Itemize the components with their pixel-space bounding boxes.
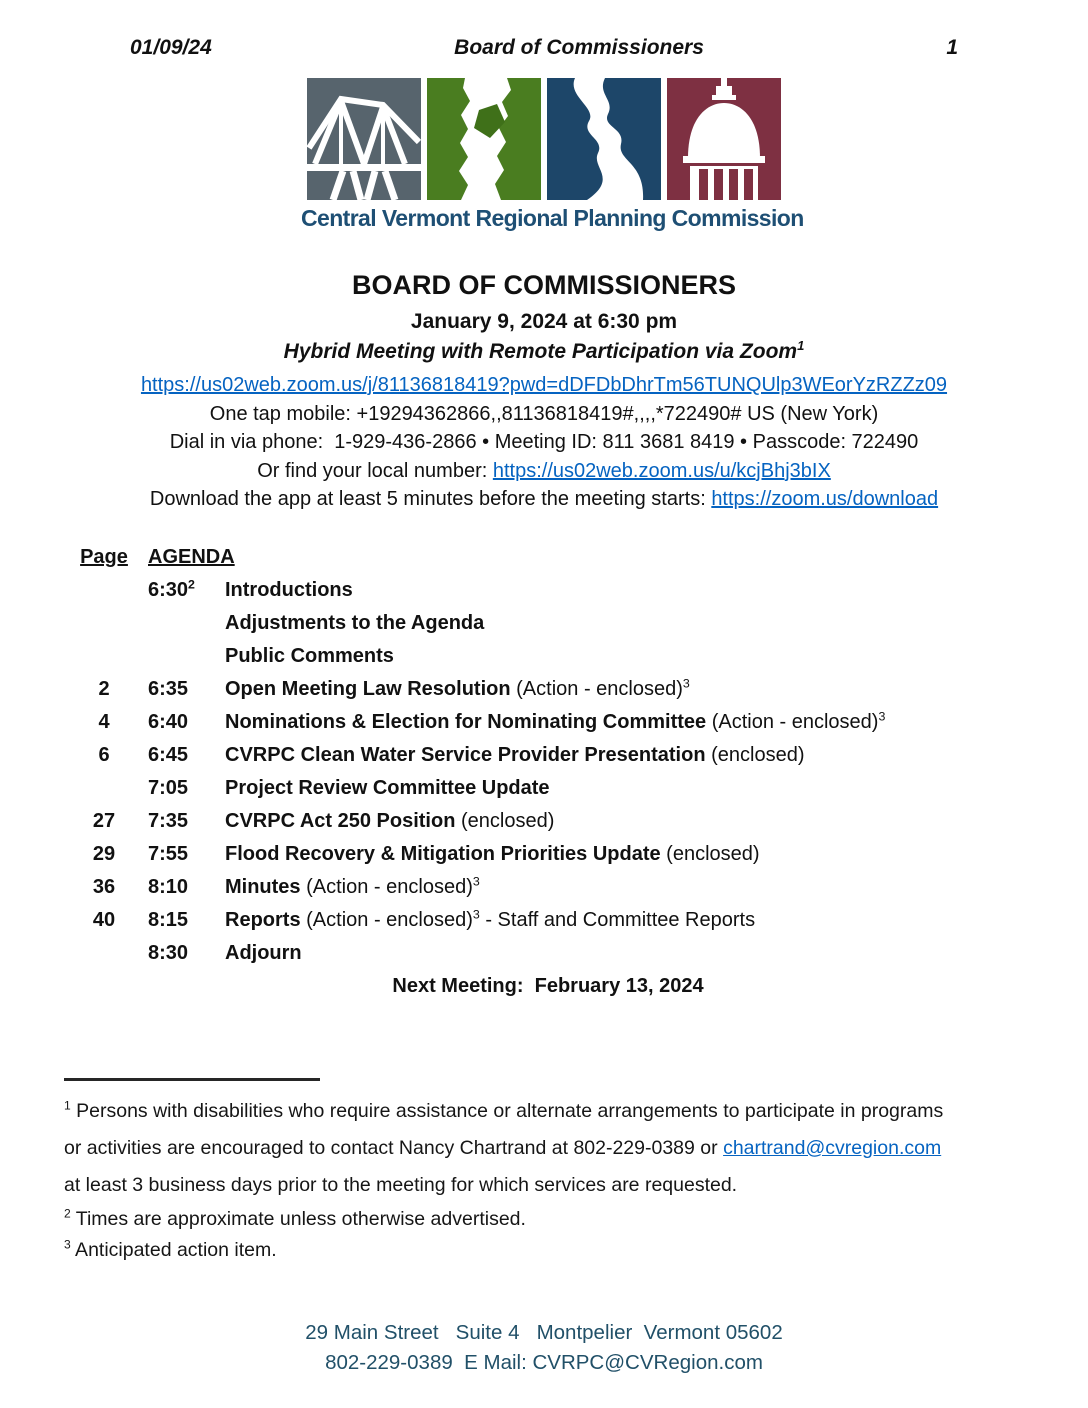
page-footer [0, 1318, 1088, 1378]
footnote-3: $^3$ Anticipated action item. [64, 1237, 277, 1261]
footnote-ref-3: 3 [682, 676, 690, 691]
org-name: Central Vermont Regional Planning Commission [301, 205, 804, 231]
agenda-row: Adjustments to the Agenda [225, 612, 485, 634]
agenda-row: 27 7:35 CVRPC Act 250 Position (enclosed) [92, 810, 555, 832]
one-tap-mobile-line: One tap mobile: +19294362866,,81136818419#,,,,*722490# US (New York) [209, 402, 879, 425]
agenda-row: 6 6:45 CVRPC Clean Water Service Provider Presentation (enclosed) [98, 744, 805, 766]
meeting-title-block [0, 270, 1088, 364]
agenda-header-row [78, 541, 1018, 574]
page-running-header [130, 36, 958, 60]
agenda-row: $6:30^2$ Introductions [148, 577, 353, 601]
header-title: Board of Commissioners [454, 36, 704, 59]
footnote-2: $^2$ Times are approximate unless otherwise advertised. [64, 1206, 526, 1230]
footnote-ref-3: 3 [472, 874, 480, 889]
footnote-separator [64, 1078, 320, 1081]
zoom-download-link[interactable]: https://zoom.us/download [711, 488, 939, 510]
header-page-number: 1 [946, 36, 958, 59]
local-number-link[interactable]: https://us02web.zoom.us/u/kcjBhj3bIX [492, 459, 831, 482]
agenda-row: 40 8:15 Reports (Action - enclosed)$^3$ - Staff and Committee Reports [92, 907, 756, 931]
agenda-column-header: AGENDA [148, 546, 235, 568]
agenda-row: 2 6:35 Open Meeting Law Resolution (Action - enclosed)$^3$ [98, 676, 690, 700]
header-date: 01/09/24 [130, 36, 212, 59]
local-number-line: Or find your local number: https://us02web.zoom.us/u/kcjBhj3bIX [257, 459, 831, 482]
footnote-1: $^1$ Persons with disabilities who require assistance or alternate arrangements to participate in programs or activities are encouraged to contact Nancy Chartrand at 802-229-0389 or chartrand@cvregion.com at least 3 business days prior to the meeting for which services are requested. [64, 1098, 949, 1196]
footnotes-section [64, 1078, 952, 1265]
dial-in-line: Dial in via phone: 1-929-436-2866 • Meeting ID: 811 3681 8419 • Passcode: 722490 [169, 431, 919, 453]
meeting-subtitle: Hybrid Meeting with Remote Participation via Zoom$^1$ [283, 338, 805, 363]
logo-tiles [301, 78, 787, 200]
footnote-ref-1: 1 [797, 338, 805, 353]
footnote-ref-3: 3 [878, 709, 886, 724]
agenda-row: 4 6:40 Nominations & Election for Nominating Committee (Action - enclosed)$^3$ [98, 709, 886, 733]
meeting-title: BOARD OF COMMISSIONERS [351, 270, 736, 300]
agenda-row: Public Comments [225, 645, 394, 667]
agenda-section [78, 541, 1018, 1003]
agenda-row: 36 8:10 Minutes (Action - enclosed)$^3$ [92, 874, 480, 898]
bridge-icon [307, 78, 421, 200]
page-column-header: Page [80, 546, 128, 568]
river-icon [547, 78, 661, 200]
agenda-row: 29 7:55 Flood Recovery & Mitigation Priorities Update (enclosed) [92, 843, 760, 865]
vermont-map-icon [427, 78, 541, 200]
zoom-access-block [0, 371, 1088, 514]
email-link[interactable]: chartrand@cvregion.com [723, 1137, 942, 1159]
footer-contact: 802-229-0389 E Mail: CVRPC@CVRegion.com [325, 1351, 763, 1374]
cvrpc-logo [301, 78, 804, 232]
download-app-line: Download the app at least 5 minutes before the meeting starts: https://zoom.us/download [149, 488, 939, 510]
zoom-meeting-link[interactable]: https://us02web.zoom.us/j/81136818419?pwd=dDFDbDhrTm56TUNQUlp3WEorYzRZZz09 [140, 374, 948, 396]
agenda-row: 7:05 Project Review Committee Update [148, 777, 550, 799]
agenda-row: 8:30 Adjourn [148, 942, 302, 964]
next-meeting-note: Next Meeting: February 13, 2024 [392, 975, 704, 997]
meeting-datetime: January 9, 2024 at 6:30 pm [410, 310, 678, 333]
footnote-ref-3: 3 [472, 907, 480, 922]
footnote-ref-2: 2 [188, 577, 195, 592]
footer-address: 29 Main Street Suite 4 Montpelier Vermont 05602 [305, 1321, 783, 1344]
capitol-dome-icon [667, 78, 781, 200]
